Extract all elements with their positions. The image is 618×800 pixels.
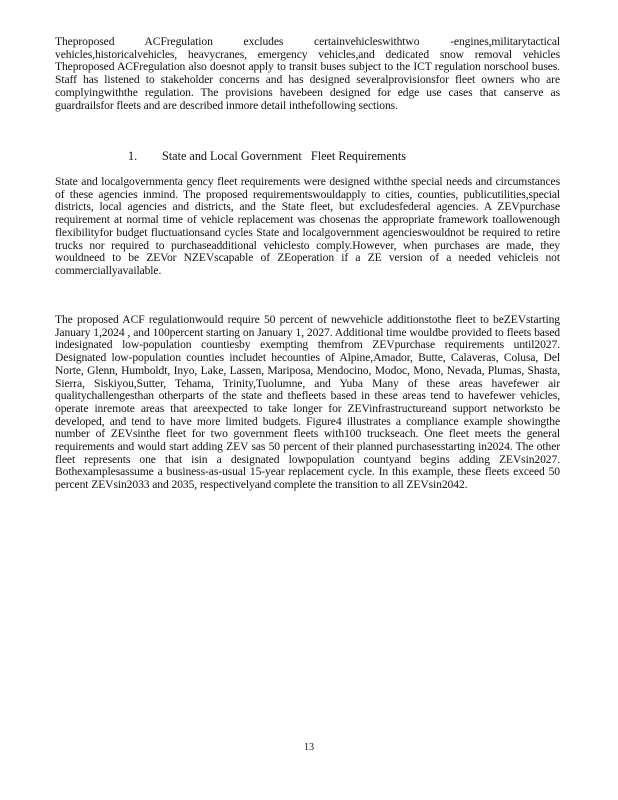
intro-paragraph: Theproposed ACFregulation excludes certainvehicleswithtwo -engines,militarytactical vehicles,historicalvehicles, heavycranes, emergency vehicles,and dedicated snow removal vehicles Theproposed ACFregulation also doesnot apply to transit buses subject to the ICT regulation norschool buses. Staff has listened to stakeholder concerns and has designed severalprovisionsfor fleet owners who are complyingwiththe regulation. The provisions havebeen designed for edge use cases that canserve as guardrailsfor fleets and are described inmore detail inthefollowing sections. (55, 35, 560, 112)
section-heading (128, 149, 406, 163)
page-number: 13 (304, 742, 314, 753)
requirements-paragraph: State and localgovernmenta gency fleet requirements were designed withthe special needs and circumstances of these agencies inmind. The proposed requirementswouldapply to cities, counties, publicutilities,special districts, local agencies and districts, and the State fleet, but excludesfederal agencies. A ZEVpurchase requirement at normal time of vehicle replacement was chosenas the appropriate framework toallowenough flexibilityfor budget fluctuationsand cycles State and localgovernment agencieswouldnot be required to retire trucks nor required to purchaseadditional vehiclesto comply.However, when purchases are made, they wouldneed to be ZEVor NZEVscapable of ZEoperation if a ZE version of a needed vehicleis not commerciallyavailable. (55, 175, 560, 277)
section-title: State and Local Government Fleet Requirements (162, 149, 407, 163)
schedule-paragraph: The proposed ACF regulationwould require 50 percent of newvehicle additionstothe fleet to beZEVstarting January 1,2024 , and 100percent starting on January 1, 2027. Additional time wouldbe provided to fleets based indesignated low-population countiesby exempting themfrom ZEVpurchase requirements until2027. Designated low-population counties includet hecounties of Alpine,Amador, Butte, Calaveras, Colusa, Del Norte, Glenn, Humboldt, Inyo, Lake, Lassen, Mariposa, Mendocino, Modoc, Mono, Nevada, Plumas, Shasta, Sierra, Siskiyou,Sutter, Tehama, Trinity,Tuolumne, and Yuba Many of these areas havefewer air qualitychallengesthan otherparts of the state and thefleets based in these areas tend to havefewer vehicles, operate inremote areas that areexpected to take longer for ZEVinfrastructureand support networksto be developed, and tend to have more limited budgets. Figure4 illustrates a compliance example showingthe number of ZEVsinthe fleet for two government fleets with100 truckseach. One fleet meets the general requirements and would start adding ZEV sas 50 percent of their planned purchasesstarting in2024. The other fleet represents one that isin a designated lowpopulation countyand begins adding ZEVsin2027. Bothexamplesassume a business-as-usual 15-year replacement cycle. In this example, these fleets exceed 50 percent ZEVsin2033 and 2035, respectivelyand complete the transition to all ZEVsin2042. (55, 313, 560, 492)
section-number: 1. (128, 149, 138, 163)
